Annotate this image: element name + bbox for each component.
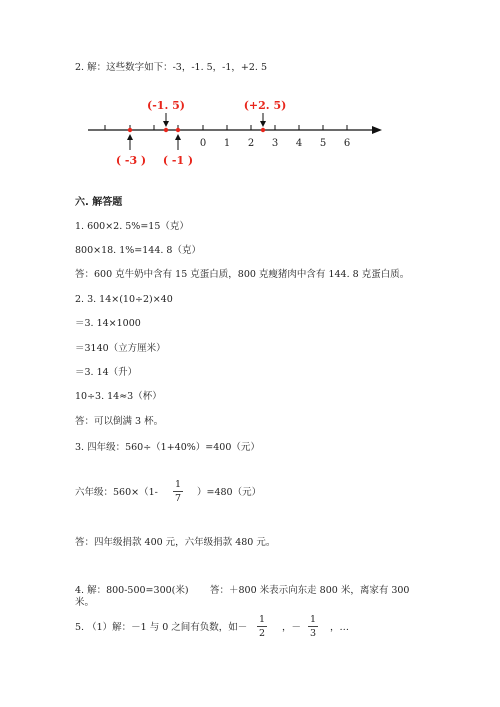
answer-line: 3. 四年级：560÷（1+40%）=400（元） xyxy=(75,442,260,453)
tick-label: 3 xyxy=(271,138,279,149)
tick-label: 6 xyxy=(343,138,351,149)
answer-line: 答：可以倒满 3 杯。 xyxy=(75,416,164,427)
answer-q2: 2. 解：这些数字如下：-3，-1. 5，-1，+2. 5 xyxy=(75,62,268,73)
tick-label: 1 xyxy=(223,138,231,149)
answer-line: 800×18. 1%=144. 8（克） xyxy=(75,245,201,256)
answer-line: 米。 xyxy=(75,597,95,608)
answer-line: ＝3140（立方厘米） xyxy=(75,343,166,354)
arrow-up-icon xyxy=(127,134,133,140)
label-minus-3: ( -3 ) xyxy=(115,154,147,167)
answer-line: ＝3. 14（升） xyxy=(75,367,138,378)
answer-line: 答：600 克牛奶中含有 15 克蛋白质，800 克瘦猪肉中含有 144. 8 克蛋白质。 xyxy=(75,269,410,280)
section-heading: 六. 解答题 xyxy=(75,197,123,208)
fraction-numerator: 1 xyxy=(258,614,266,625)
label-plus-2-5: (+2. 5) xyxy=(243,99,287,112)
arrow-down-icon xyxy=(163,121,169,127)
label-minus-1-5: (-1. 5) xyxy=(147,99,185,112)
fraction-numerator: 1 xyxy=(309,614,317,625)
answer-line: 1. 600×2. 5%=15（克） xyxy=(75,221,189,232)
fraction-numerator: 1 xyxy=(174,479,182,490)
point-marker xyxy=(164,128,168,132)
tick-label: 0 xyxy=(199,138,207,149)
fraction-one-seventh xyxy=(171,479,185,504)
fraction-denominator: 3 xyxy=(309,628,317,639)
fraction-one-third xyxy=(306,614,320,639)
fraction-one-half xyxy=(255,614,269,639)
answer-line: 10÷3. 14≈3（杯） xyxy=(75,391,162,402)
tick-label: 2 xyxy=(247,138,255,149)
answer-line: 2. 3. 14×(10÷2)×40 xyxy=(75,294,173,305)
label-minus-1: ( -1 ) xyxy=(162,154,194,167)
answer-line: 答：四年级捐款 400 元，六年级捐款 480 元。 xyxy=(75,537,276,548)
arrow-down-icon xyxy=(260,121,266,127)
answer-line-fraction-pre: 六年级：560×（1- xyxy=(75,487,158,498)
answer-line: 答：＋800 米表示向东走 800 米，离家有 300 xyxy=(210,585,410,596)
point-marker xyxy=(128,128,132,132)
answer-line: 5. （1）解：－1 与 0 之间有负数，如－ xyxy=(75,622,248,633)
answer-line: ＝3. 14×1000 xyxy=(75,318,141,329)
axis-arrow-icon xyxy=(372,126,382,134)
arrow-up-icon xyxy=(175,134,181,140)
answer-line: 4. 解：800-500=300(米) xyxy=(75,585,189,596)
tick-label: 4 xyxy=(295,138,303,149)
tick-label: 5 xyxy=(319,138,327,149)
point-marker xyxy=(261,128,265,132)
fraction-denominator: 7 xyxy=(174,493,182,504)
answer-line: ，… xyxy=(330,622,350,633)
point-marker xyxy=(176,128,180,132)
number-line-figure xyxy=(0,90,500,270)
answer-line: ，－ xyxy=(282,622,302,633)
fraction-denominator: 2 xyxy=(258,628,266,639)
answer-line-fraction-post: ）=480（元） xyxy=(197,487,262,498)
